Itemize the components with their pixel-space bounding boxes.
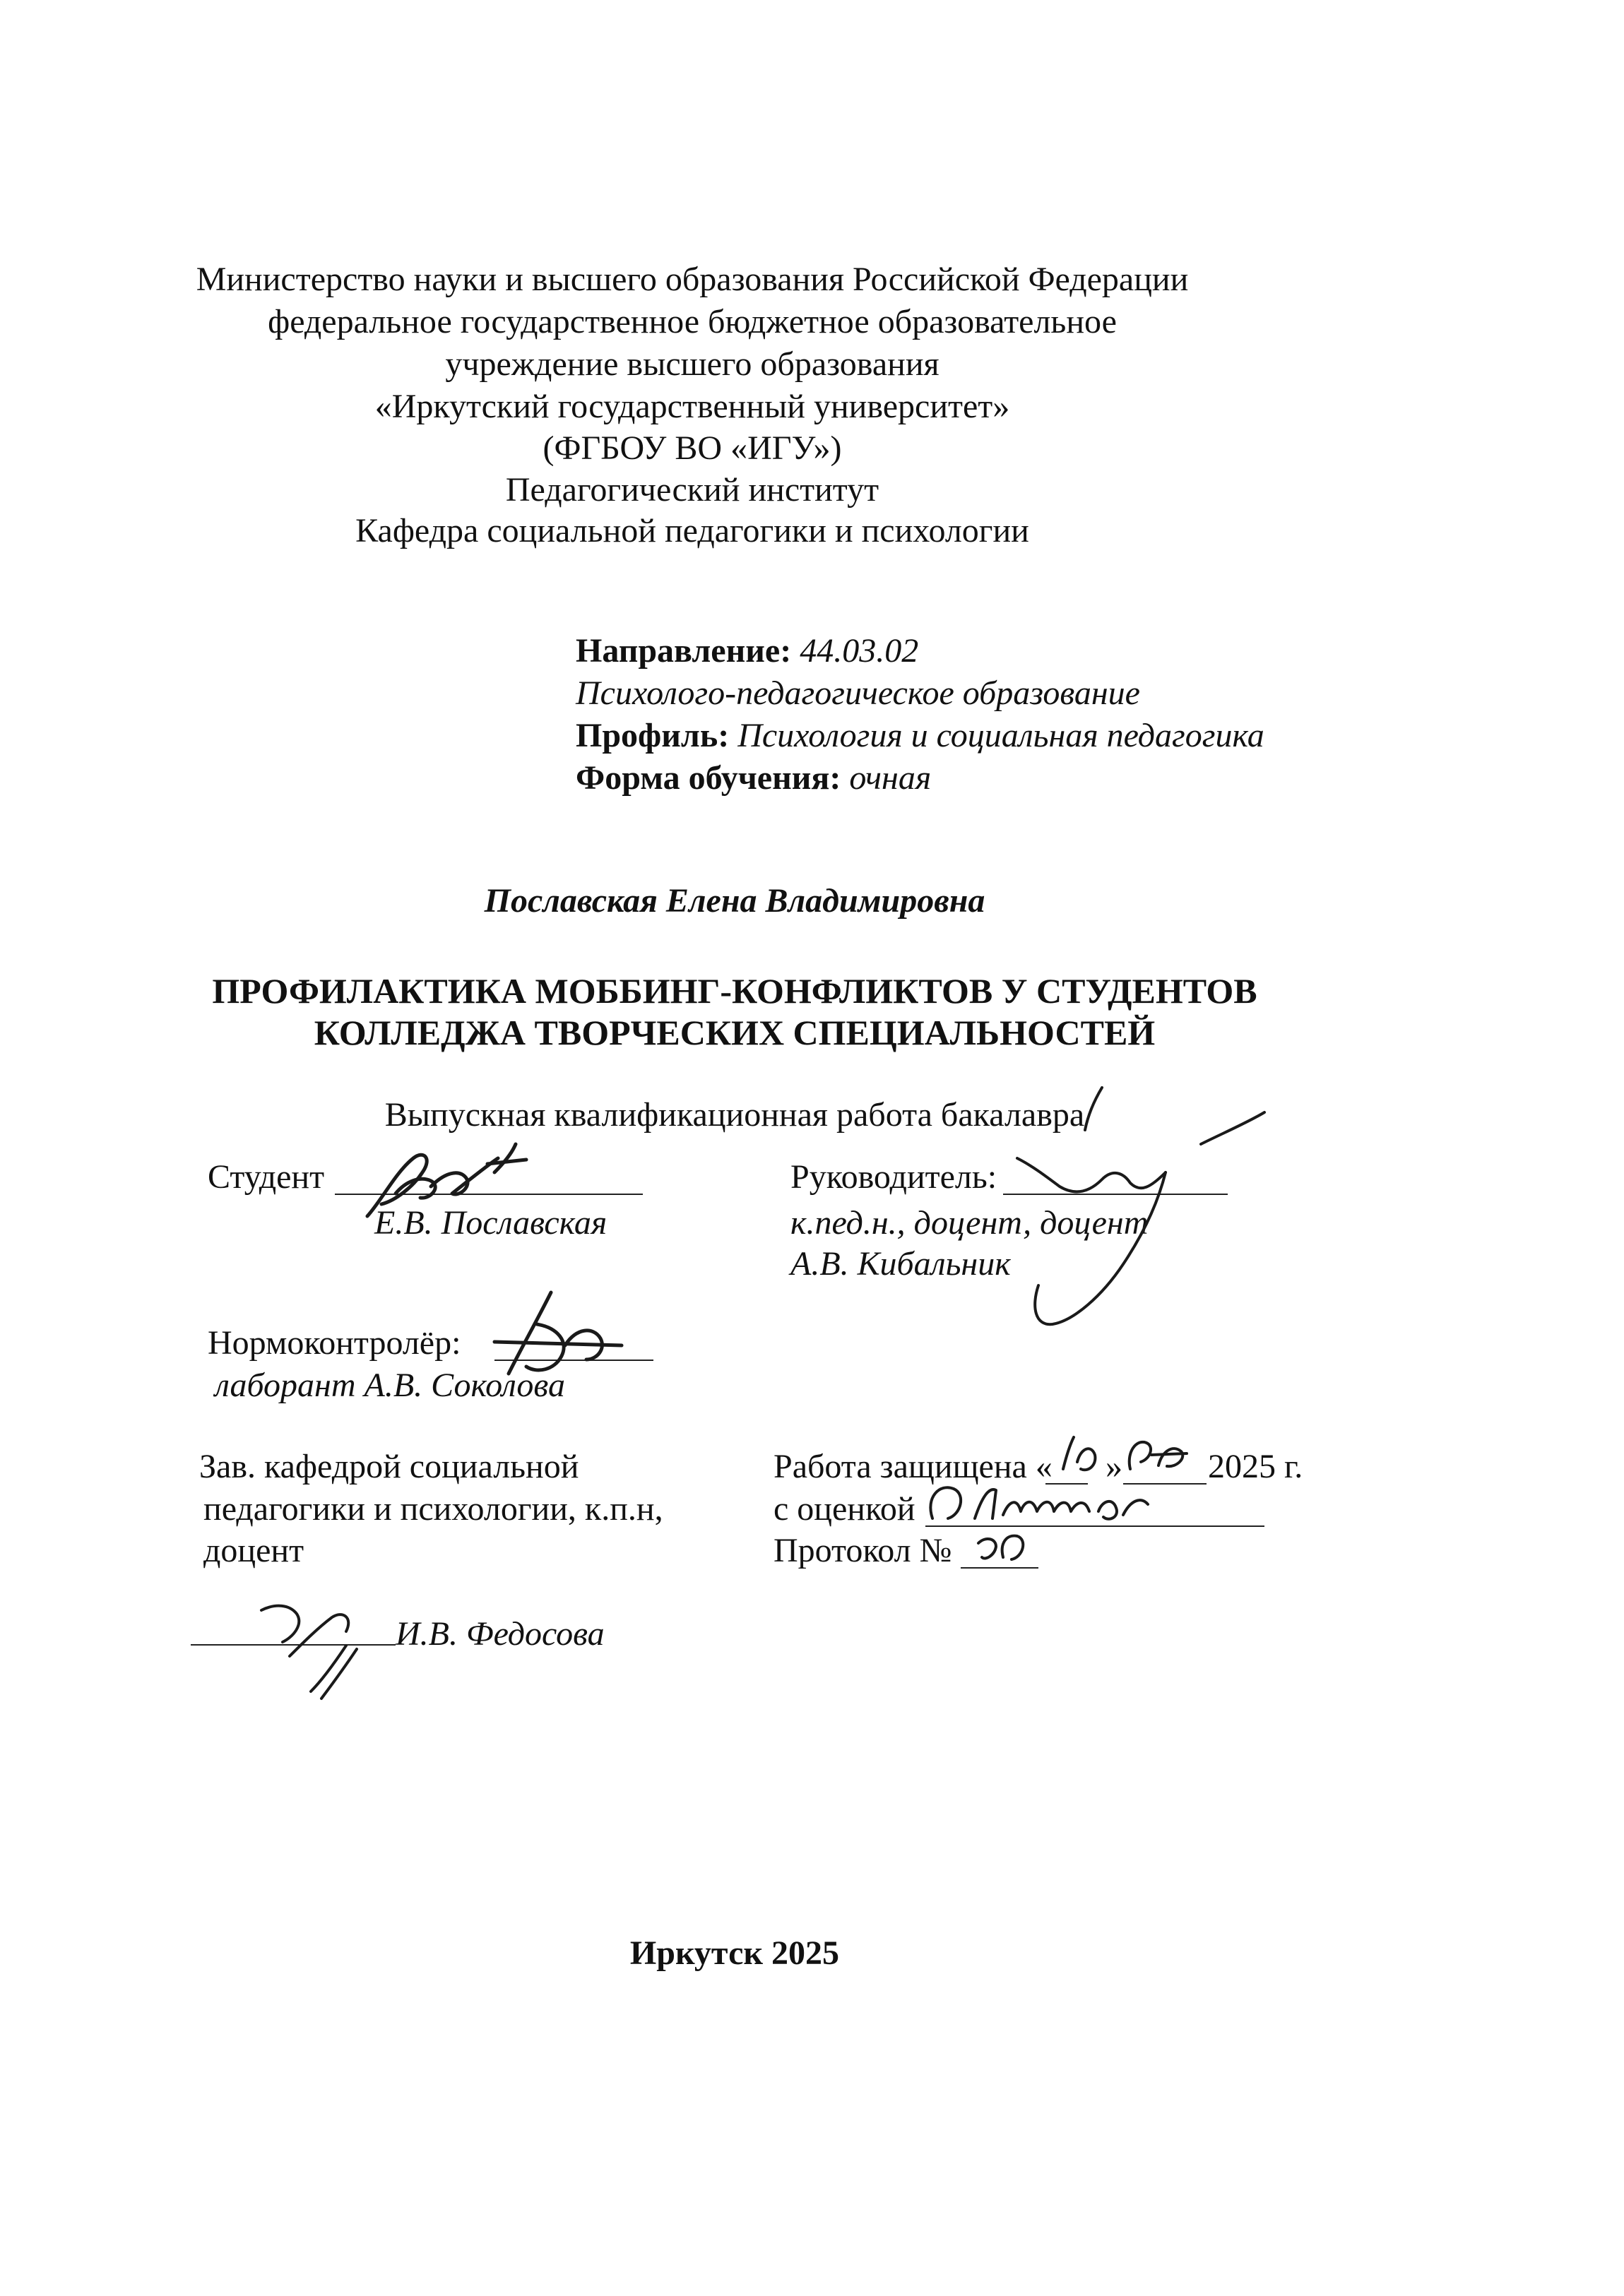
defense-label-start: Работа защищена « xyxy=(774,1448,1053,1485)
work-type: Выпускная квалификационная работа бакалавра xyxy=(384,1096,1085,1134)
head-title-line-2: педагогики и психологии, к.п.н, xyxy=(203,1490,663,1528)
protocol-number-line xyxy=(961,1567,1038,1569)
normcontrol-label: Нормоконтролёр: xyxy=(208,1324,461,1362)
grade-handwriting xyxy=(930,1487,1148,1519)
defense-day-line xyxy=(1045,1483,1088,1485)
direction-row xyxy=(576,634,918,668)
grade-line xyxy=(925,1525,1264,1527)
city-year: Иркутск 2025 xyxy=(629,1934,840,1972)
university-abbr: (ФГБОУ ВО «ИГУ») xyxy=(543,429,842,467)
student-label: Студент xyxy=(208,1158,325,1196)
defense-date-handwriting xyxy=(1063,1437,1187,1470)
head-title-line-3: доцент xyxy=(203,1532,304,1569)
protocol-label: Протокол № xyxy=(774,1532,952,1569)
study-form-row xyxy=(576,761,931,795)
head-title-line-1: Зав. кафедрой социальной xyxy=(199,1448,579,1485)
department-name: Кафедра социальной педагогики и психологии xyxy=(355,512,1029,549)
supervisor-label: Руководитель: xyxy=(790,1158,997,1196)
profile-row xyxy=(576,719,1264,753)
thesis-title-line-2: КОЛЛЕДЖА ТВОРЧЕСКИХ СПЕЦИАЛЬНОСТЕЙ xyxy=(314,1013,1156,1052)
institution-line-2: учреждение высшего образования xyxy=(445,345,940,383)
supervisor-degree: к.пед.н., доцент, доцент xyxy=(790,1204,1149,1242)
head-signature xyxy=(261,1606,357,1699)
ministry-line: Министерство науки и высшего образования Российской Федерации xyxy=(196,261,1189,298)
normcontrol-name: лаборант А.В. Соколова xyxy=(215,1367,565,1404)
student-name: Е.В. Пославская xyxy=(374,1204,607,1242)
thesis-title-line-1: ПРОФИЛАКТИКА МОББИНГ-КОНФЛИКТОВ У СТУДЕНТОВ xyxy=(212,971,1257,1011)
direction-label: Направление: xyxy=(576,632,792,670)
profile-label: Профиль: xyxy=(576,717,730,754)
defense-label-mid: » xyxy=(1106,1448,1122,1485)
university-name: «Иркутский государственный университет» xyxy=(374,388,1010,425)
study-form-label: Форма обучения: xyxy=(576,759,841,797)
institute-name: Педагогический институт xyxy=(505,471,879,508)
student-signature-line xyxy=(335,1194,643,1195)
study-form-value: очная xyxy=(849,759,932,797)
direction-name: Психолого-педагогическое образование xyxy=(576,674,1140,712)
normcontrol-signature-line xyxy=(494,1360,653,1361)
grade-label: с оценкой xyxy=(774,1490,915,1528)
supervisor-name: А.В. Кибальник xyxy=(790,1245,1011,1283)
direction-code: 44.03.02 xyxy=(800,632,919,670)
institution-line-1: федеральное государственное бюджетное образовательное xyxy=(268,303,1117,340)
head-signature-line xyxy=(191,1644,396,1646)
defense-month-line xyxy=(1123,1483,1207,1485)
head-name: И.В. Федосова xyxy=(396,1615,605,1653)
defense-year: 2025 г. xyxy=(1208,1448,1303,1485)
normcontrol-signature xyxy=(494,1292,622,1374)
profile-value: Психология и социальная педагогика xyxy=(737,717,1264,754)
author-name: Пославская Елена Владимировна xyxy=(484,882,985,920)
supervisor-signature-line xyxy=(1003,1194,1228,1195)
protocol-number-handwriting xyxy=(978,1536,1023,1559)
